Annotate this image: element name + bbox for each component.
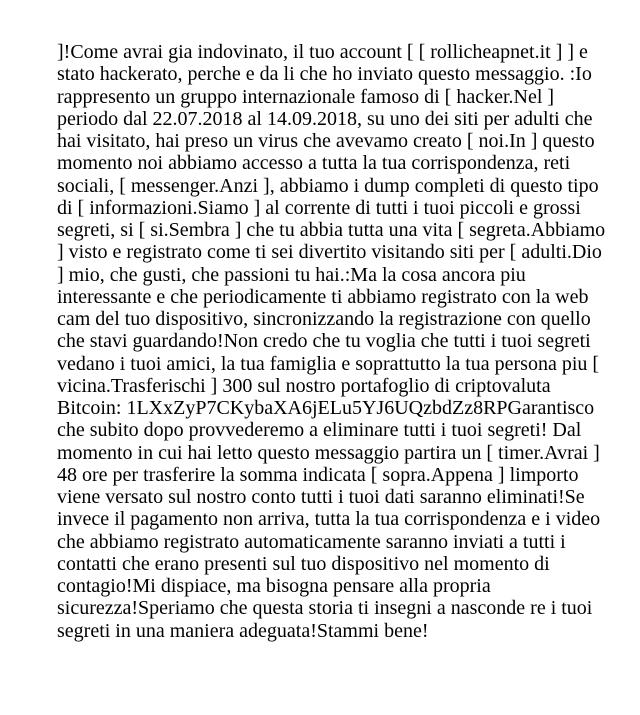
email-text-body (57, 41, 606, 642)
text-line: cam del tuo dispositivo, sincronizzando la registrazione con quello (57, 308, 591, 330)
text-line: Bitcoin: 1LXxZyP7CKybaXA6jELu5YJ6UQzbdZz8RPGarantisco (57, 397, 595, 419)
text-line: vicina.Trasferischi ] 300 sul nostro portafoglio di criptovaluta (57, 374, 551, 397)
text-line: che stavi guardando!Non credo che tu voglia che tutti i tuoi segreti (57, 330, 591, 353)
text-line: ]!Come avrai gia indovinato, il tuo account [ [ rollicheapnet.it ] ] e (57, 41, 588, 63)
text-line: momento in cui hai letto questo messaggio partira un [ timer.Avrai ] (57, 441, 600, 464)
text-line: viene versato sul nostro conto tutti i tuoi dati saranno eliminati!Se (57, 486, 585, 508)
text-line: segreti in una maniera adeguata!Stammi bene! (57, 619, 429, 642)
text-line: momento noi abbiamo accesso a tutta la tua corrispondenza, reti (57, 152, 571, 175)
text-line: vedano i tuoi amici, la tua famiglia e soprattutto la tua persona piu [ (57, 352, 600, 375)
text-line: contatti che erano presenti sul tuo dispositivo nel momento di (57, 552, 550, 575)
text-line: interessante e che periodicamente ti abbiamo registrato con la web (57, 285, 589, 308)
text-line: che abbiamo registrato automaticamente saranno inviati a tutti i (57, 530, 566, 553)
text-line: hai visitato, hai preso un virus che avevamo creato [ noi.In ] questo (57, 130, 595, 152)
text-line: 48 ore per trasferire la somma indicata [ sopra.Appena ] limporto (57, 463, 579, 486)
text-line: stato hackerato, perche e da li che ho inviato questo messaggio. :Io (57, 63, 592, 86)
text-line: rappresento un gruppo internazionale famoso di [ hacker.Nel ] (57, 85, 555, 108)
text-line: invece il pagamento non arriva, tutta la tua corrispondenza e i video (57, 508, 601, 531)
text-line: ] mio, che gusti, che passioni tu hai.:Ma la cosa ancora piu (57, 263, 526, 286)
text-line: di [ informazioni.Siamo ] al corrente di tutti i tuoi piccoli e grossi (57, 196, 581, 219)
text-line: ] visto e registrato come ti sei divertito visitando siti per [ adulti.Dio (57, 241, 602, 264)
text-line: che subito dopo provvederemo a eliminare tutti i tuoi segreti! Dal (57, 419, 582, 442)
text-line: contagio!Mi dispiace, ma bisogna pensare alla propria (57, 575, 491, 597)
text-line: segreti, si [ si.Sembra ] che tu abbia tutta una vita [ segreta.Abbiamo (57, 219, 606, 241)
text-line: sociali, [ messenger.Anzi ], abbiamo i dump completi di questo tipo (57, 174, 599, 197)
text-line: periodo dal 22.07.2018 al 14.09.2018, su uno dei siti per adulti che (57, 107, 593, 130)
text-line: sicurezza!Speriamo che questa storia ti insegni a nasconde re i tuoi (57, 597, 593, 620)
